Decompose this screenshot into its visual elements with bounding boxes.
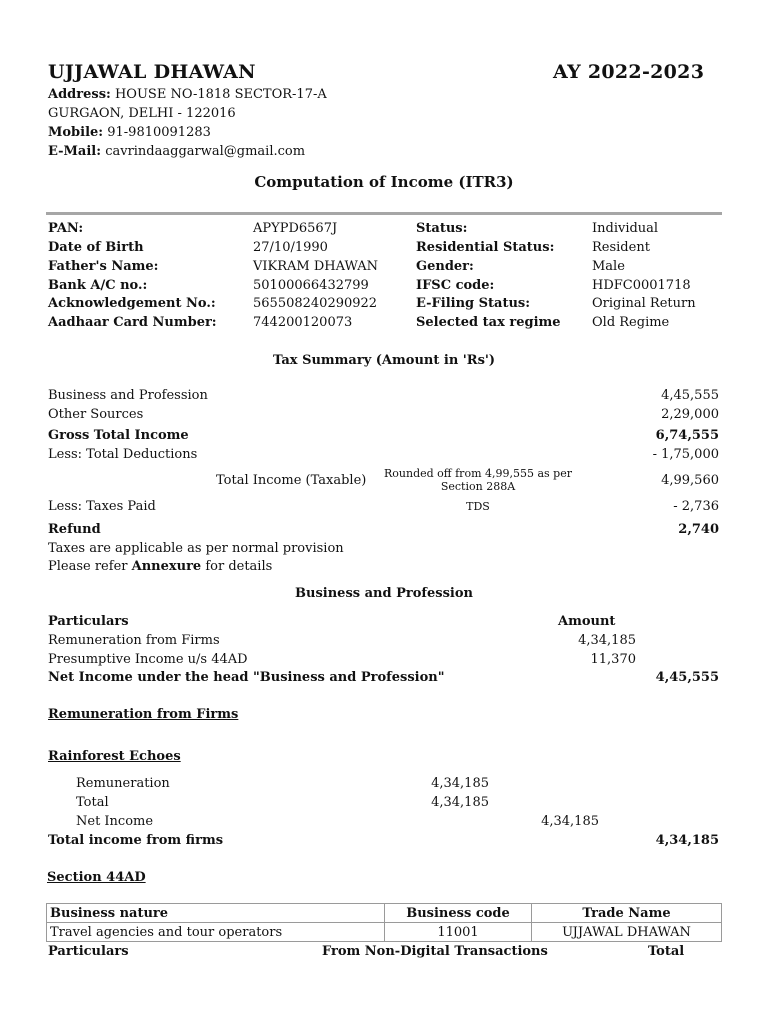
status-value: Individual — [592, 221, 659, 236]
bp-net-label: Net Income under the head "Business and Profession" — [48, 670, 445, 685]
remuneration-section-title: Remuneration from Firms — [48, 707, 239, 722]
residential-status-label: Residential Status: — [416, 240, 555, 255]
pan-value: APYPD6567J — [253, 221, 338, 236]
ts-other-value: 2,29,000 — [661, 407, 719, 422]
mobile-label: Mobile: — [48, 125, 104, 140]
ts-business-label: Business and Profession — [48, 388, 208, 403]
email-label: E-Mail: — [48, 144, 102, 159]
bp-row-remuneration-value: 4,34,185 — [578, 633, 636, 648]
ts-rounding-note-line1: Rounded off from 4,99,555 as per — [384, 467, 572, 480]
residential-status-value: Resident — [592, 240, 650, 255]
father-name-value: VIKRAM DHAWAN — [253, 259, 378, 274]
firm-net-income-value: 4,34,185 — [541, 814, 599, 829]
efiling-status-value: Original Return — [592, 296, 696, 311]
ts-note-annexure-word: Annexure — [131, 559, 202, 574]
section-44ad-non-digital: From Non-Digital Transactions — [322, 944, 548, 959]
firm-remuneration-value: 4,34,185 — [431, 776, 489, 791]
table-header-row — [47, 904, 722, 923]
ts-gross-label: Gross Total Income — [48, 428, 189, 443]
email-value: cavrindaaggarwal@gmail.com — [105, 144, 306, 159]
ts-gross-value: 6,74,555 — [655, 428, 719, 443]
ts-deductions-value: - 1,75,000 — [652, 447, 719, 462]
ts-refund-value: 2,740 — [678, 522, 719, 537]
ts-total-income-value: 4,99,560 — [661, 473, 719, 488]
ts-rounding-note-line2: Section 288A — [440, 480, 516, 493]
bp-col-amount: Amount — [558, 614, 616, 629]
bp-net-value: 4,45,555 — [655, 670, 719, 685]
ts-refund-label: Refund — [48, 522, 101, 537]
firm-net-income-label: Net Income — [76, 814, 154, 829]
document-title: Computation of Income (ITR3) — [254, 173, 514, 191]
tax-regime-label: Selected tax regime — [416, 315, 561, 330]
table-row — [47, 923, 722, 942]
bank-account-label: Bank A/C no.: — [48, 278, 148, 293]
ts-note-prefix: Please refer — [48, 559, 132, 574]
ts-note-annexure — [48, 559, 272, 574]
th-business-nature: Business nature — [47, 904, 385, 923]
td-business-code: 11001 — [385, 923, 532, 942]
bp-col-particulars: Particulars — [48, 614, 129, 629]
firm-total-label: Total — [76, 795, 109, 810]
ts-taxes-paid-label: Less: Taxes Paid — [48, 499, 156, 514]
pan-label: PAN: — [48, 221, 84, 236]
ts-rounding-note — [383, 467, 573, 493]
firm-name: Rainforest Echoes — [48, 749, 181, 764]
acknowledgement-value: 565508240290922 — [253, 296, 378, 311]
status-label: Status: — [416, 221, 468, 236]
td-trade-name: UJJAWAL DHAWAN — [532, 923, 722, 942]
aadhaar-value: 744200120073 — [253, 315, 353, 330]
ifsc-label: IFSC code: — [416, 278, 495, 293]
ifsc-value: HDFC0001718 — [592, 278, 691, 293]
section-44ad-table — [46, 903, 722, 942]
acknowledgement-label: Acknowledgement No.: — [48, 296, 216, 311]
ts-note-suffix: for details — [201, 559, 273, 574]
tax-summary-title: Tax Summary (Amount in 'Rs') — [272, 353, 496, 368]
total-from-firms-value: 4,34,185 — [655, 833, 719, 848]
email-line — [48, 144, 305, 159]
assessment-year: AY 2022-2023 — [553, 61, 705, 83]
bp-row-presumptive-value: 11,370 — [590, 652, 636, 667]
address-value-1: HOUSE NO-1818 SECTOR-17-A — [114, 87, 327, 102]
ts-business-value: 4,45,555 — [661, 388, 719, 403]
section-44ad-particulars: Particulars — [48, 944, 129, 959]
bp-row-presumptive-label: Presumptive Income u/s 44AD — [48, 652, 248, 667]
section-44ad-total: Total — [648, 944, 685, 959]
tax-regime-value: Old Regime — [592, 315, 670, 330]
gender-label: Gender: — [416, 259, 474, 274]
dob-label: Date of Birth — [48, 240, 144, 255]
header-divider — [46, 212, 722, 215]
mobile-line — [48, 125, 211, 140]
ts-total-income-label: Total Income (Taxable) — [216, 473, 367, 488]
td-business-nature: Travel agencies and tour operators — [47, 923, 385, 942]
firm-remuneration-label: Remuneration — [76, 776, 170, 791]
firm-total-value: 4,34,185 — [431, 795, 489, 810]
address-label: Address: — [48, 87, 111, 102]
address-line-2: GURGAON, DELHI - 122016 — [48, 106, 236, 121]
father-name-label: Father's Name: — [48, 259, 159, 274]
bank-account-value: 50100066432799 — [253, 278, 369, 293]
ts-note-normal-provision: Taxes are applicable as per normal provision — [48, 541, 344, 556]
ts-taxes-paid-note: TDS — [466, 500, 490, 513]
efiling-status-label: E-Filing Status: — [416, 296, 531, 311]
total-from-firms-label: Total income from firms — [48, 833, 224, 848]
dob-value: 27/10/1990 — [253, 240, 328, 255]
ts-other-label: Other Sources — [48, 407, 144, 422]
taxpayer-name: UJJAWAL DHAWAN — [48, 61, 256, 83]
bp-section-title: Business and Profession — [295, 586, 473, 601]
mobile-value: 91-9810091283 — [107, 125, 211, 140]
section-44ad-title: Section 44AD — [47, 870, 146, 885]
th-business-code: Business code — [385, 904, 532, 923]
gender-value: Male — [592, 259, 625, 274]
address-line-1 — [48, 87, 327, 102]
ts-deductions-label: Less: Total Deductions — [48, 447, 198, 462]
bp-row-remuneration-label: Remuneration from Firms — [48, 633, 220, 648]
ts-taxes-paid-value: - 2,736 — [673, 499, 719, 514]
aadhaar-label: Aadhaar Card Number: — [48, 315, 217, 330]
th-trade-name: Trade Name — [532, 904, 722, 923]
